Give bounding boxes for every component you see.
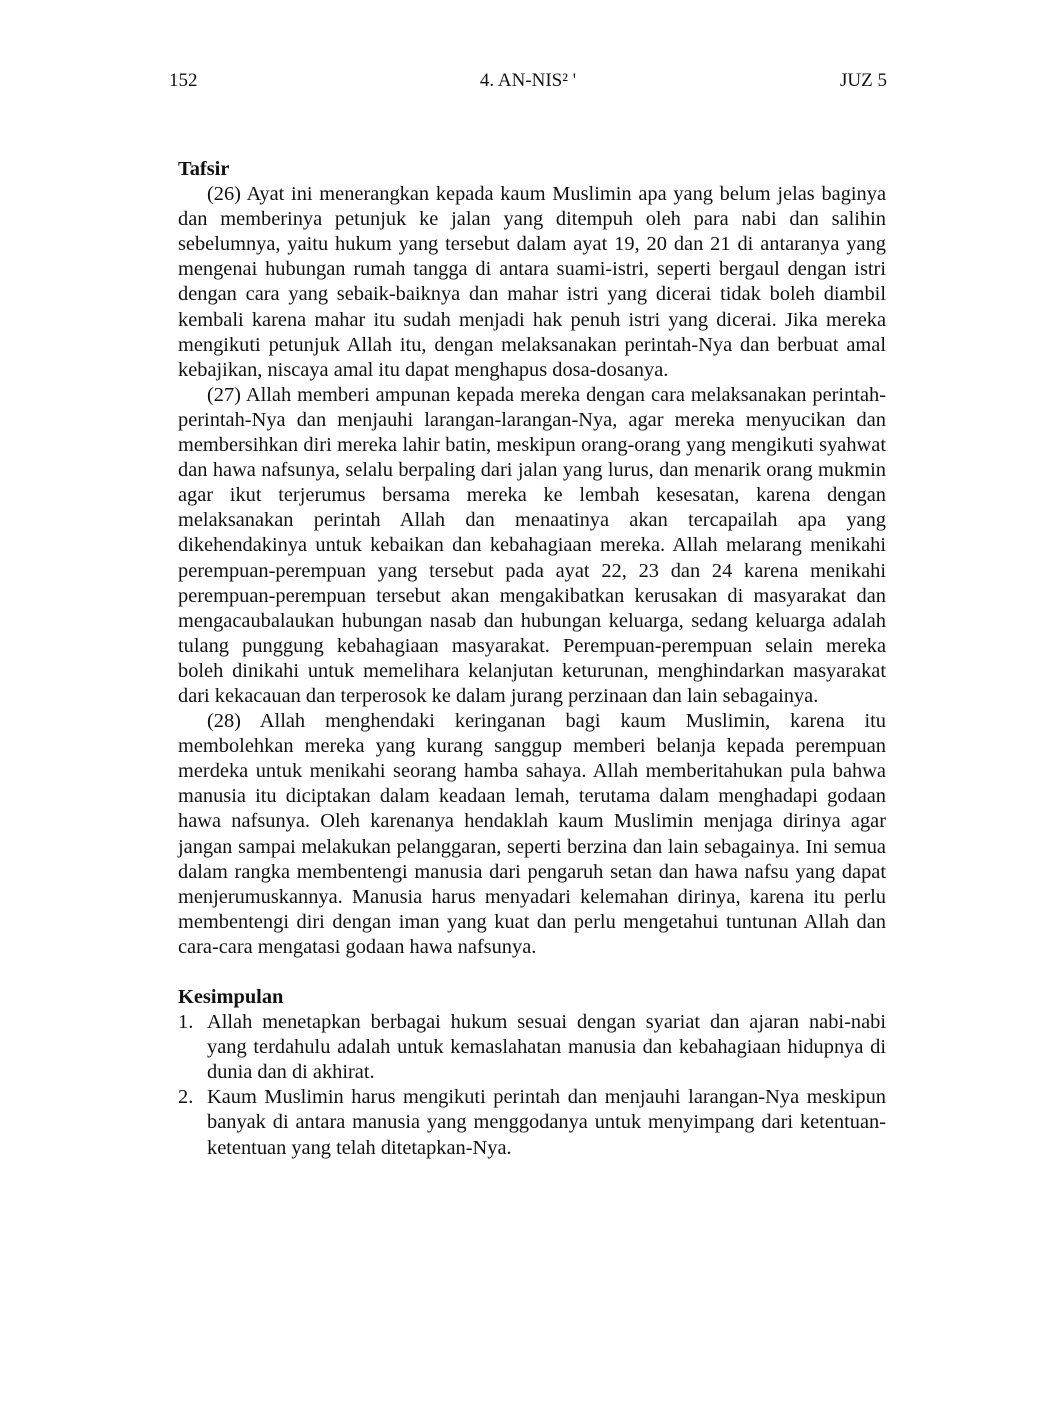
tafsir-paragraph-28: (28) Allah menghendaki keringanan bagi kaum Muslimin, karena itu membolehkan mereka yang kurang sanggup memberi belanja kepada perempuan merdeka untuk menikahi seorang hamba sahaya. Allah memberitahukan pula bahwa manusia itu diciptakan dalam keadaan lemah, terutama dalam menghadapi godaan hawa nafsunya. Oleh karenanya hendaklah kaum Muslimin menjaga dirinya agar jangan sampai melakukan pelanggaran, seperti berzina dan lain sebagainya. Ini semua dalam rangka membentengi manusia dari pengaruh setan dan hawa nafsu yang dapat menjerumuskannya. Manusia harus menyadari kelemahan dirinya, karena itu perlu membentengi diri dengan iman yang kuat dan perlu mengetahui tuntunan Allah dan cara-cara mengatasi godaan hawa nafsunya. bbox=[178, 710, 886, 958]
tafsir-paragraph-26: (26) Ayat ini menerangkan kepada kaum Muslimin apa yang belum jelas baginya dan memberinya petunjuk ke jalan yang ditempuh oleh para nabi dan salihin sebelumnya, yaitu hukum yang tersebut dalam ayat 19, 20 dan 21 di antaranya yang mengenai hubungan rumah tangga di antara suami-istri, seperti bergaul dengan istri dengan cara yang sebaik-baiknya dan mahar istri yang dicerai tidak boleh diambil kembali karena mahar itu sudah menjadi hak penuh istri yang dicerai. Jika mereka mengikuti petunjuk Allah itu, dengan melaksanakan perintah-Nya dan berbuat amal kebajikan, niscaya amal itu dapat menghapus dosa-dosanya. bbox=[178, 183, 886, 381]
conclusion-list bbox=[178, 1010, 886, 1161]
conclusion-text: Kaum Muslimin harus mengikuti perintah dan menjauhi larangan-Nya meskipun banyak di antara manusia yang menggodanya untuk menyimpang dari ketentuan-ketentuan yang telah ditetapkan-Nya. bbox=[207, 1086, 886, 1159]
conclusion-text: Allah menetapkan berbagai hukum sesuai dengan syariat dan ajaran nabi-nabi yang terdahulu adalah untuk kemaslahatan manusia dan kebahagiaan hidupnya di dunia dan di akhirat. bbox=[207, 1011, 886, 1084]
conclusion-number: 2. bbox=[178, 1086, 194, 1109]
page-body bbox=[178, 157, 886, 1161]
tafsir-paragraph-27: (27) Allah memberi ampunan kepada mereka dengan cara melaksanakan perintah-perintah-Nya dan menjauhi larangan-larangan-Nya, agar mereka menyucikan dan membersihkan diri mereka lahir batin, meskipun orang-orang yang mengikuti syahwat dan hawa nafsunya, selalu berpaling dari jalan yang lurus, dan menarik orang mukmin agar ikut terjerumus bersama mereka ke lembah kesesatan, karena dengan melaksanakan perintah Allah dan menaatinya akan tercapailah apa yang dikehendakinya untuk kebaikan dan kebahagiaan mereka. Allah melarang menikahi perempuan-perempuan yang tersebut pada ayat 22, 23 dan 24 karena menikahi perempuan-perempuan tersebut akan mengakibatkan kerusakan di masyarakat dan mengacaubalaukan hubungan nasab dan hubungan keluarga, sedang keluarga adalah tulang punggung kebahagiaan masyarakat. Perempuan-perempuan selain mereka boleh dinikahi untuk memelihara kelanjutan keturunan, menghindarkan masyarakat dari kekacauan dan terperosok ke dalam jurang perzinaan dan lain sebagainya. bbox=[178, 383, 886, 707]
kesimpulan-heading: Kesimpulan bbox=[178, 986, 284, 1008]
juz-label: JUZ 5 bbox=[840, 70, 887, 91]
conclusion-number: 1. bbox=[178, 1011, 194, 1034]
conclusion-item bbox=[178, 1085, 886, 1160]
kesimpulan-section bbox=[178, 985, 886, 1161]
section-spacer bbox=[178, 960, 886, 985]
chapter-title: 4. AN-NIS² ' bbox=[479, 70, 577, 91]
tafsir-section bbox=[178, 157, 886, 960]
page-header bbox=[169, 70, 887, 100]
conclusion-item bbox=[178, 1010, 886, 1085]
page-number: 152 bbox=[169, 70, 198, 91]
tafsir-heading: Tafsir bbox=[178, 158, 230, 180]
